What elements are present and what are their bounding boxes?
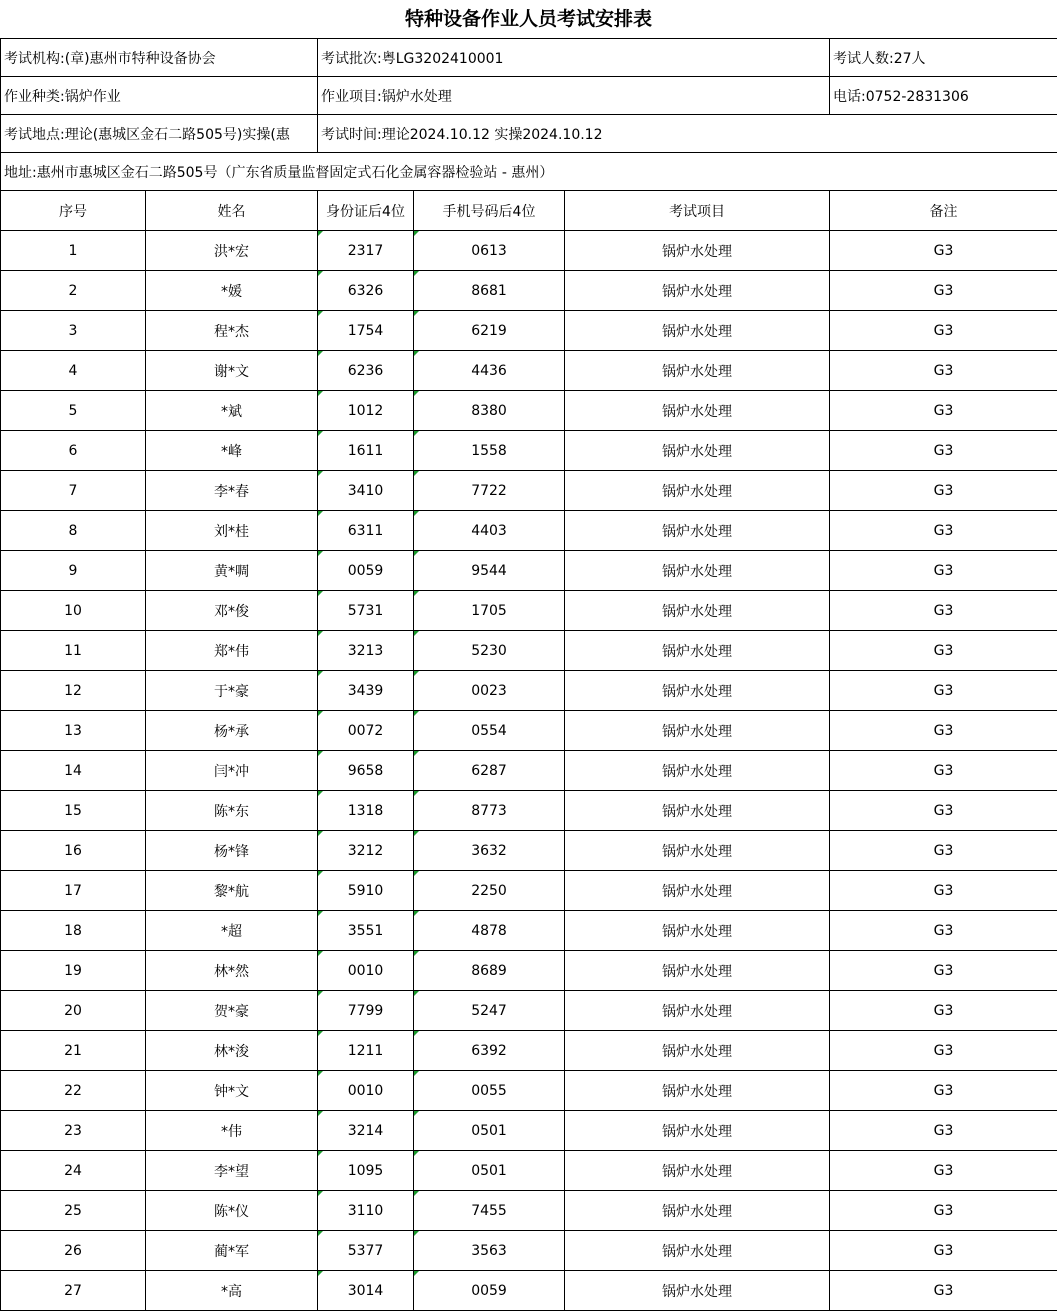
remark-cell: G3 — [830, 1031, 1057, 1071]
table-row — [1, 351, 1057, 391]
seq-cell: 2 — [1, 271, 146, 311]
remark-cell: G3 — [830, 591, 1057, 631]
name-cell: 闫*冲 — [146, 751, 318, 791]
table-row — [1, 871, 1057, 911]
seq-cell: 14 — [1, 751, 146, 791]
phone-last4-cell: 7455 — [414, 1191, 565, 1231]
exam-item-cell: 锅炉水处理 — [565, 751, 830, 791]
exam-item-cell: 锅炉水处理 — [565, 551, 830, 591]
name-cell: 贺*豪 — [146, 991, 318, 1031]
remark-cell: G3 — [830, 951, 1057, 991]
header-name: 姓名 — [146, 191, 318, 231]
exam-item-cell: 锅炉水处理 — [565, 951, 830, 991]
phone-last4-cell: 0501 — [414, 1151, 565, 1191]
exam-item-cell: 锅炉水处理 — [565, 311, 830, 351]
table-row — [1, 591, 1057, 631]
seq-cell: 3 — [1, 311, 146, 351]
seq-cell: 11 — [1, 631, 146, 671]
phone-last4-cell: 0059 — [414, 1271, 565, 1311]
phone-last4-cell: 3563 — [414, 1231, 565, 1271]
seq-cell: 16 — [1, 831, 146, 871]
remark-cell: G3 — [830, 1151, 1057, 1191]
table-row — [1, 431, 1057, 471]
name-cell: *超 — [146, 911, 318, 951]
name-cell: 林*然 — [146, 951, 318, 991]
table-row — [1, 391, 1057, 431]
remark-cell: G3 — [830, 551, 1057, 591]
phone-last4-cell: 6219 — [414, 311, 565, 351]
table-row — [1, 711, 1057, 751]
phone-last4-cell: 8773 — [414, 791, 565, 831]
phone-last4-cell: 9544 — [414, 551, 565, 591]
table-row — [1, 671, 1057, 711]
phone-last4-cell: 8681 — [414, 271, 565, 311]
exam-time-cell: 考试时间:理论2024.10.12 实操2024.10.12 — [318, 115, 1057, 153]
remark-cell: G3 — [830, 1071, 1057, 1111]
id-last4-cell: 3213 — [318, 631, 414, 671]
table-row — [1, 631, 1057, 671]
exam-item-cell: 锅炉水处理 — [565, 511, 830, 551]
phone-last4-cell: 2250 — [414, 871, 565, 911]
phone-last4-cell: 3632 — [414, 831, 565, 871]
exam-item-cell: 锅炉水处理 — [565, 271, 830, 311]
table-row — [1, 1191, 1057, 1231]
name-cell: *高 — [146, 1271, 318, 1311]
seq-cell: 7 — [1, 471, 146, 511]
remark-cell: G3 — [830, 1271, 1057, 1311]
name-cell: 林*浚 — [146, 1031, 318, 1071]
id-last4-cell: 0010 — [318, 951, 414, 991]
table-row — [1, 791, 1057, 831]
remark-cell: G3 — [830, 271, 1057, 311]
seq-cell: 4 — [1, 351, 146, 391]
remark-cell: G3 — [830, 1111, 1057, 1151]
exam-item-cell: 锅炉水处理 — [565, 631, 830, 671]
work-category-cell: 作业种类:锅炉作业 — [1, 77, 318, 115]
seq-cell: 26 — [1, 1231, 146, 1271]
id-last4-cell: 2317 — [318, 231, 414, 271]
name-cell: 杨*锋 — [146, 831, 318, 871]
seq-cell: 9 — [1, 551, 146, 591]
remark-cell: G3 — [830, 751, 1057, 791]
seq-cell: 1 — [1, 231, 146, 271]
phone-last4-cell: 4403 — [414, 511, 565, 551]
name-cell: 钟*文 — [146, 1071, 318, 1111]
exam-item-cell: 锅炉水处理 — [565, 431, 830, 471]
exam-item-cell: 锅炉水处理 — [565, 911, 830, 951]
exam-batch-cell: 考试批次:粤LG3202410001 — [318, 39, 830, 77]
name-cell: 李*春 — [146, 471, 318, 511]
exam-item-cell: 锅炉水处理 — [565, 671, 830, 711]
remark-cell: G3 — [830, 791, 1057, 831]
seq-cell: 8 — [1, 511, 146, 551]
exam-schedule-table — [0, 38, 1057, 1311]
name-cell: *峰 — [146, 431, 318, 471]
info-row-1 — [1, 39, 1057, 77]
name-cell: 陈*东 — [146, 791, 318, 831]
id-last4-cell: 1611 — [318, 431, 414, 471]
seq-cell: 27 — [1, 1271, 146, 1311]
phone-last4-cell: 8380 — [414, 391, 565, 431]
remark-cell: G3 — [830, 711, 1057, 751]
exam-item-cell: 锅炉水处理 — [565, 831, 830, 871]
exam-item-cell: 锅炉水处理 — [565, 591, 830, 631]
id-last4-cell: 1211 — [318, 1031, 414, 1071]
seq-cell: 19 — [1, 951, 146, 991]
phone-last4-cell: 5230 — [414, 631, 565, 671]
exam-item-cell: 锅炉水处理 — [565, 1111, 830, 1151]
name-cell: 杨*承 — [146, 711, 318, 751]
name-cell: 黎*航 — [146, 871, 318, 911]
remark-cell: G3 — [830, 671, 1057, 711]
name-cell: 洪*宏 — [146, 231, 318, 271]
id-last4-cell: 3439 — [318, 671, 414, 711]
header-exam-item: 考试项目 — [565, 191, 830, 231]
phone-last4-cell: 0055 — [414, 1071, 565, 1111]
sheet-title: 特种设备作业人员考试安排表 — [0, 0, 1057, 38]
table-row — [1, 991, 1057, 1031]
id-last4-cell: 3410 — [318, 471, 414, 511]
name-cell: 李*望 — [146, 1151, 318, 1191]
table-row — [1, 311, 1057, 351]
header-id-last4: 身份证后4位 — [318, 191, 414, 231]
name-cell: 黄*啁 — [146, 551, 318, 591]
exam-item-cell: 锅炉水处理 — [565, 1031, 830, 1071]
remark-cell: G3 — [830, 231, 1057, 271]
name-cell: *媛 — [146, 271, 318, 311]
info-row-2 — [1, 77, 1057, 115]
seq-cell: 5 — [1, 391, 146, 431]
id-last4-cell: 3551 — [318, 911, 414, 951]
table-row — [1, 1271, 1057, 1311]
phone-last4-cell: 7722 — [414, 471, 565, 511]
remark-cell: G3 — [830, 511, 1057, 551]
name-cell: 刘*桂 — [146, 511, 318, 551]
exam-schedule-sheet — [0, 0, 1057, 38]
remark-cell: G3 — [830, 911, 1057, 951]
seq-cell: 18 — [1, 911, 146, 951]
remark-cell: G3 — [830, 471, 1057, 511]
table-row — [1, 1231, 1057, 1271]
info-row-4 — [1, 153, 1057, 191]
exam-item-cell: 锅炉水处理 — [565, 1271, 830, 1311]
exam-location-cell — [1, 115, 318, 153]
id-last4-cell: 1012 — [318, 391, 414, 431]
seq-cell: 21 — [1, 1031, 146, 1071]
table-header-row — [1, 191, 1057, 231]
exam-item-cell: 锅炉水处理 — [565, 231, 830, 271]
id-last4-cell: 3214 — [318, 1111, 414, 1151]
id-last4-cell: 3212 — [318, 831, 414, 871]
exam-item-cell: 锅炉水处理 — [565, 1231, 830, 1271]
table-row — [1, 231, 1057, 271]
phone-last4-cell: 1558 — [414, 431, 565, 471]
id-last4-cell: 0072 — [318, 711, 414, 751]
id-last4-cell: 1318 — [318, 791, 414, 831]
phone-last4-cell: 6392 — [414, 1031, 565, 1071]
phone-last4-cell: 0554 — [414, 711, 565, 751]
header-remark: 备注 — [830, 191, 1057, 231]
exam-item-cell: 锅炉水处理 — [565, 1071, 830, 1111]
id-last4-cell: 5910 — [318, 871, 414, 911]
table-row — [1, 271, 1057, 311]
seq-cell: 13 — [1, 711, 146, 751]
seq-cell: 12 — [1, 671, 146, 711]
seq-cell: 20 — [1, 991, 146, 1031]
phone-cell: 电话:0752-2831306 — [830, 77, 1057, 115]
table-row — [1, 1151, 1057, 1191]
remark-cell: G3 — [830, 991, 1057, 1031]
remark-cell: G3 — [830, 1191, 1057, 1231]
id-last4-cell: 7799 — [318, 991, 414, 1031]
table-row — [1, 831, 1057, 871]
exam-item-cell: 锅炉水处理 — [565, 351, 830, 391]
name-cell: 于*豪 — [146, 671, 318, 711]
id-last4-cell: 5731 — [318, 591, 414, 631]
exam-item-cell: 锅炉水处理 — [565, 1191, 830, 1231]
name-cell: 程*杰 — [146, 311, 318, 351]
id-last4-cell: 6236 — [318, 351, 414, 391]
remark-cell: G3 — [830, 1231, 1057, 1271]
remark-cell: G3 — [830, 351, 1057, 391]
exam-item-cell: 锅炉水处理 — [565, 711, 830, 751]
exam-location-text: 考试地点:理论(惠城区金石二路505号)实操(惠 — [4, 124, 317, 144]
seq-cell: 25 — [1, 1191, 146, 1231]
table-row — [1, 1031, 1057, 1071]
table-row — [1, 1111, 1057, 1151]
id-last4-cell: 0010 — [318, 1071, 414, 1111]
phone-last4-cell: 4436 — [414, 351, 565, 391]
table-row — [1, 511, 1057, 551]
exam-org-cell: 考试机构:(章)惠州市特种设备协会 — [1, 39, 318, 77]
phone-last4-cell: 0501 — [414, 1111, 565, 1151]
exam-item-cell: 锅炉水处理 — [565, 471, 830, 511]
table-row — [1, 471, 1057, 511]
phone-last4-cell: 6287 — [414, 751, 565, 791]
seq-cell: 24 — [1, 1151, 146, 1191]
id-last4-cell: 1754 — [318, 311, 414, 351]
name-cell: *伟 — [146, 1111, 318, 1151]
seq-cell: 10 — [1, 591, 146, 631]
name-cell: 蔺*军 — [146, 1231, 318, 1271]
remark-cell: G3 — [830, 391, 1057, 431]
exam-item-cell: 锅炉水处理 — [565, 871, 830, 911]
exam-item-cell: 锅炉水处理 — [565, 991, 830, 1031]
table-row — [1, 751, 1057, 791]
table-row — [1, 551, 1057, 591]
exam-item-cell: 锅炉水处理 — [565, 1151, 830, 1191]
id-last4-cell: 3014 — [318, 1271, 414, 1311]
info-row-3 — [1, 115, 1057, 153]
phone-last4-cell: 8689 — [414, 951, 565, 991]
exam-count-cell: 考试人数:27人 — [830, 39, 1057, 77]
id-last4-cell: 6326 — [318, 271, 414, 311]
table-row — [1, 911, 1057, 951]
name-cell: 谢*文 — [146, 351, 318, 391]
phone-last4-cell: 5247 — [414, 991, 565, 1031]
address-cell: 地址:惠州市惠城区金石二路505号（广东省质量监督固定式石化金属容器检验站 - 惠州） — [1, 153, 1057, 191]
header-seq: 序号 — [1, 191, 146, 231]
exam-item-cell: 锅炉水处理 — [565, 791, 830, 831]
name-cell: 邓*俊 — [146, 591, 318, 631]
seq-cell: 6 — [1, 431, 146, 471]
phone-last4-cell: 0613 — [414, 231, 565, 271]
phone-last4-cell: 0023 — [414, 671, 565, 711]
work-item-cell: 作业项目:锅炉水处理 — [318, 77, 830, 115]
id-last4-cell: 1095 — [318, 1151, 414, 1191]
id-last4-cell: 9658 — [318, 751, 414, 791]
id-last4-cell: 6311 — [318, 511, 414, 551]
header-phone-last4: 手机号码后4位 — [414, 191, 565, 231]
table-row — [1, 951, 1057, 991]
remark-cell: G3 — [830, 831, 1057, 871]
seq-cell: 22 — [1, 1071, 146, 1111]
phone-last4-cell: 1705 — [414, 591, 565, 631]
remark-cell: G3 — [830, 631, 1057, 671]
remark-cell: G3 — [830, 871, 1057, 911]
exam-item-cell: 锅炉水处理 — [565, 391, 830, 431]
seq-cell: 23 — [1, 1111, 146, 1151]
id-last4-cell: 0059 — [318, 551, 414, 591]
seq-cell: 15 — [1, 791, 146, 831]
name-cell: *斌 — [146, 391, 318, 431]
table-row — [1, 1071, 1057, 1111]
id-last4-cell: 3110 — [318, 1191, 414, 1231]
remark-cell: G3 — [830, 431, 1057, 471]
id-last4-cell: 5377 — [318, 1231, 414, 1271]
name-cell: 郑*伟 — [146, 631, 318, 671]
name-cell: 陈*仪 — [146, 1191, 318, 1231]
remark-cell: G3 — [830, 311, 1057, 351]
seq-cell: 17 — [1, 871, 146, 911]
phone-last4-cell: 4878 — [414, 911, 565, 951]
